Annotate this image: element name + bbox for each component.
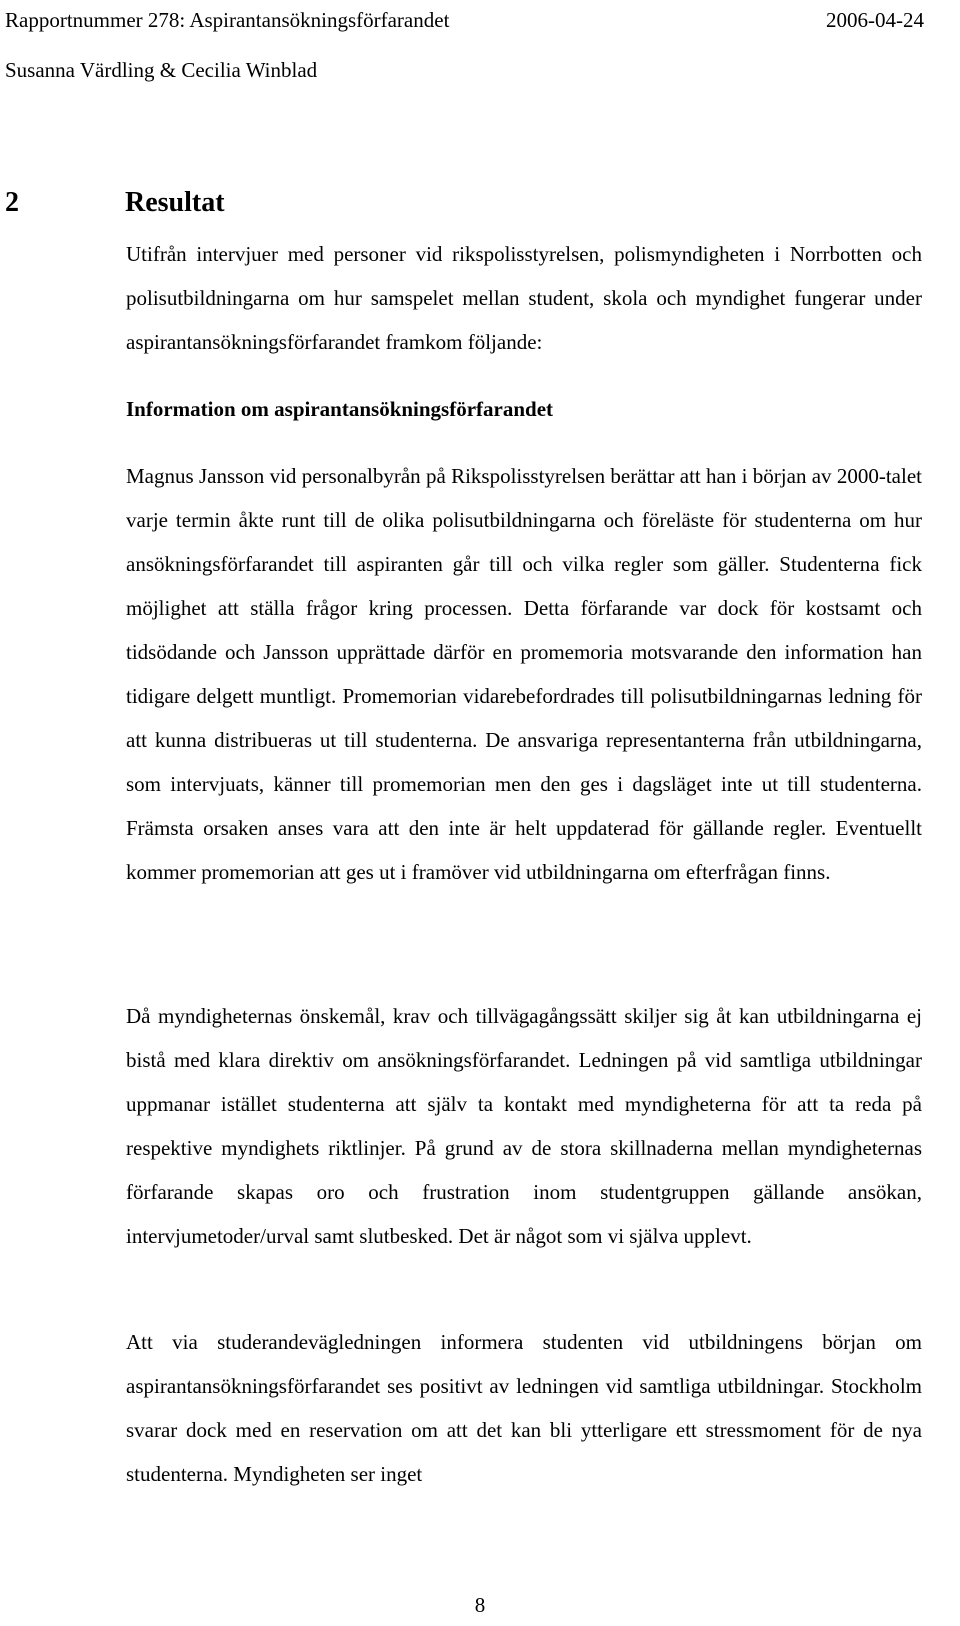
report-title: Rapportnummer 278: Aspirantansökningsförfarandet (5, 8, 450, 32)
section-title: Resultat (125, 187, 225, 218)
authors: Susanna Värdling & Cecilia Winblad (5, 58, 318, 82)
page-number: 8 (474, 1593, 486, 1617)
section-number: 2 (5, 187, 19, 218)
intro-block (126, 232, 922, 364)
body-paragraph-3: Att via studerandevägledningen informera studenten vid utbildningens början om aspirantansökningsförfarandet ses positivt av ledningen vid samtliga utbildningar. Stockholm svarar dock med en reservation om att det kan bli ytterligare ett stressmoment för de nya studenterna. Myndigheten ser inget (126, 1330, 922, 1486)
body-paragraph-1: Magnus Jansson vid personalbyrån på Rikspolisstyrelsen berättar att han i början av 2000-talet varje termin åkte runt till de olika polisutbildningarna och föreläste för studenterna om hur ansökningsförfarandet till aspiranten går till och vilka regler som gäller. Studenterna fick möjlighet att ställa frågor kring processen. Detta förfarande var dock för kostsamt och tidsödande och Jansson upprättade därför en promemoria motsvarande den information han tidigare delgett muntligt. Promemorian vidarebefordrades till polisutbildningarnas ledning för att kunna distribueras ut till studenterna. De ansvariga representanterna från utbildningarna, som intervjuats, känner till promemorian men den ges i dagsläget inte ut till studenterna. Främsta orsaken anses vara att den inte är helt uppdaterad för gällande regler. Eventuellt kommer promemorian att ges ut i framöver vid utbildningarna om efterfrågan finns. (126, 464, 922, 884)
section-heading (5, 186, 225, 220)
report-date: 2006-04-24 (826, 8, 924, 32)
subheading: Information om aspirantansökningsförfarandet (126, 397, 554, 421)
body-paragraph-1-block (126, 454, 922, 894)
body-paragraph-3-block (126, 1320, 922, 1496)
intro-paragraph: Utifrån intervjuer med personer vid rikspolisstyrelsen, polismyndigheten i Norrbotten och polisutbildningarna om hur samspelet mellan student, skola och myndighet fungerar under aspirantansökningsförfarandet framkom följande: (126, 242, 922, 354)
body-paragraph-2: Då myndigheternas önskemål, krav och tillvägagångssätt skiljer sig åt kan utbildningarna ej bistå med klara direktiv om ansökningsförfarandet. Ledningen på vid samtliga utbildningar uppmanar istället studenterna att själv ta kontakt med myndigheterna för att ta reda på respektive myndighets riktlinjer. På grund av de stora skillnaderna mellan myndigheternas förfarande skapas oro och frustration inom studentgruppen gällande ansökan, intervjumetoder/urval samt slutbesked. Det är något som vi själva upplevt. (126, 1004, 922, 1248)
body-paragraph-2-block (126, 994, 922, 1258)
